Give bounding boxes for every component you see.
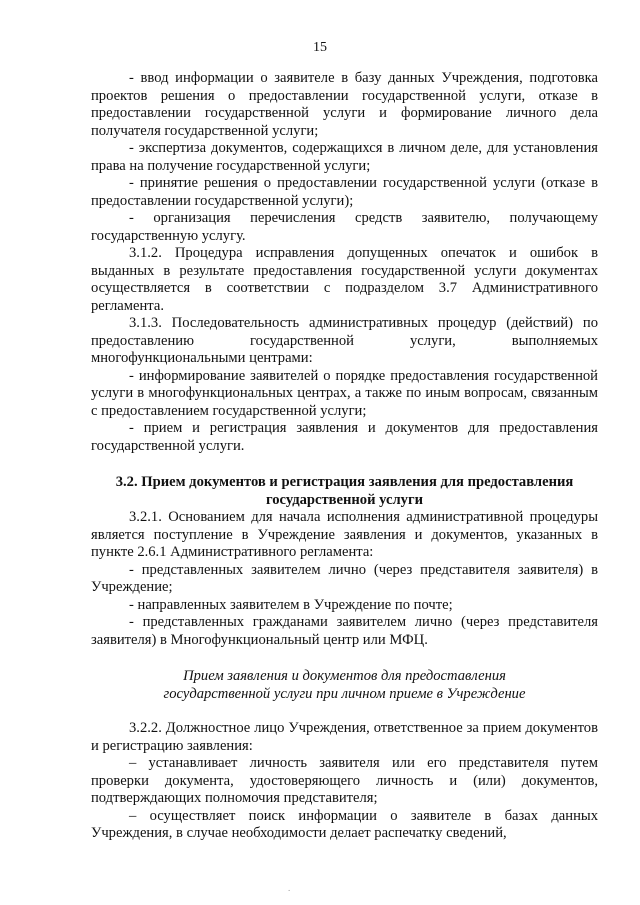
section-heading xyxy=(91,474,598,509)
paragraph: - экспертиза документов, содержащихся в личном деле, для установления права на получение государственной услуги; xyxy=(91,140,598,174)
paragraph: - организация перечисления средств заявителю, получающему государственную услугу. xyxy=(91,210,598,244)
section-heading-line: 3.2. Прием документов и регистрация заявления для предоставления xyxy=(115,474,574,490)
paragraph: – устанавливает личность заявителя или его представителя путем проверки документа, удостоверяющего личность и (или) документов, подтверждающих полномочия представителя; xyxy=(91,755,598,806)
footer-mark: . xyxy=(288,883,291,893)
paragraph: - прием и регистрация заявления и документов для предоставления государственной услуги. xyxy=(91,420,598,454)
subsection-heading xyxy=(91,668,598,703)
paragraph: 3.1.2. Процедура исправления допущенных опечаток и ошибок в выданных в результате предоставления государственной услуги документах осуществляется в соответствии с подразделом 3.7 Административного регламента. xyxy=(91,245,598,314)
paragraph: - представленных заявителем лично (через представителя заявителя) в Учреждение; xyxy=(91,561,598,595)
paragraph: - представленных гражданами заявителем лично (через представителя заявителя) в Многофункциональный центр или МФЦ. xyxy=(91,614,598,648)
paragraph: - принятие решения о предоставлении государственной услуги (отказе в предоставлении государственной услуги); xyxy=(91,175,598,209)
section-heading-line: государственной услуги xyxy=(265,491,424,508)
paragraph: - ввод информации о заявителе в базу данных Учреждения, подготовка проектов решения о предоставлении государственной услуги, отказе в предоставлении государственной услуги и формирование личного дела получателя государственной услуги; xyxy=(91,70,598,139)
subsection-heading-line: государственной услуги при личном приеме в Учреждение xyxy=(163,685,526,702)
paragraph: – осуществляет поиск информации о заявителе в базах данных Учреждения, в случае необходимости делает распечатку сведений, xyxy=(91,807,598,841)
document-body xyxy=(91,70,598,843)
paragraph: 3.2.2. Должностное лицо Учреждения, ответственное за прием документов и регистрацию заявления: xyxy=(91,720,598,754)
paragraph: - информирование заявителей о порядке предоставления государственной услуги в многофункциональных центрах, а также по иным вопросам, связанным с предоставлением государственной услуги; xyxy=(91,367,598,419)
paragraph: 3.1.3. Последовательность административных процедур (действий) по предоставлению государственной услуги, выполняемых многофункциональными центрами: xyxy=(91,315,598,366)
page-number: 15 xyxy=(313,40,327,55)
subsection-heading-line: Прием заявления и документов для предоставления xyxy=(183,668,506,684)
paragraph: - направленных заявителем в Учреждение по почте; xyxy=(129,596,453,613)
paragraph: 3.2.1. Основанием для начала исполнения административной процедуры является поступление в Учреждение заявления и документов, указанных в пункте 2.6.1 Административного регламента: xyxy=(91,509,598,560)
